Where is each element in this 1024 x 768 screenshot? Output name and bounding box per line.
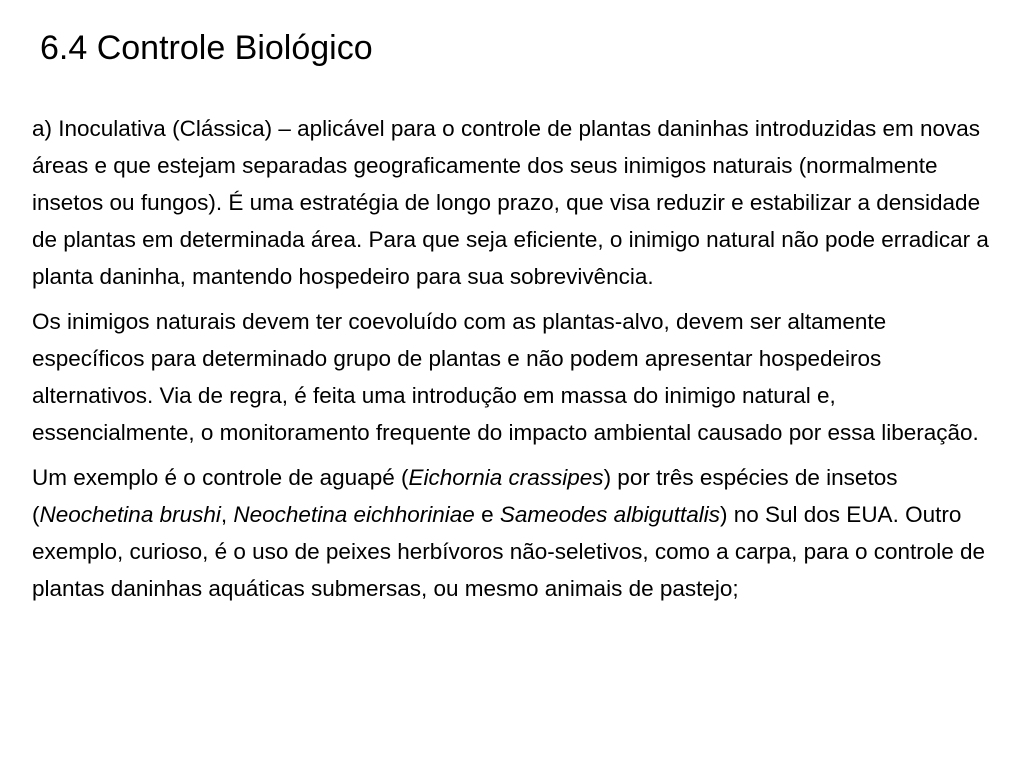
species-name: Neochetina eichhoriniae xyxy=(233,502,475,527)
species-name: Sameodes albiguttalis xyxy=(499,502,720,527)
slide-title: 6.4 Controle Biológico xyxy=(40,29,373,67)
species-name: Neochetina brushi xyxy=(39,502,221,527)
text-segment: ) no Sul dos EUA. Outro exemplo, curioso, é o uso de peixes herbívoros não-seletivos, como a carpa, para o controle de plantas daninhas aquáticas submersas, ou mesmo animais de pastejo; xyxy=(32,502,986,601)
paragraph-inoculativa: a) Inoculativa (Clássica) – aplicável para o controle de plantas daninhas introduzidas em novas áreas e que estejam separadas geograficamente dos seus inimigos naturais (normalmente insetos ou fungos). É uma estratégia de longo prazo, que visa reduzir e estabilizar a densidade de plantas em determinada área. Para que seja eficiente, o inimigo natural não pode erradicar a planta daninha, mantendo hospedeiro para sua sobrevivência. xyxy=(32,116,989,289)
text-segment: e xyxy=(474,502,500,527)
paragraph-exemplo xyxy=(32,459,992,607)
slide-body xyxy=(32,110,992,607)
text-segment: Um exemplo é o controle de aguapé ( xyxy=(32,465,409,490)
text-segment: ) por três espécies de insetos ( xyxy=(32,465,898,527)
paragraph-inimigos-naturais: Os inimigos naturais devem ter coevoluído com as plantas-alvo, devem ser altamente específicos para determinado grupo de plantas e não podem apresentar hospedeiros alternativos. Via de regra, é feita uma introdução em massa do inimigo natural e, essencialmente, o monitoramento frequente do impacto ambiental causado por essa liberação. xyxy=(32,309,979,445)
species-name: Eichornia crassipes xyxy=(408,465,604,490)
text-segment: , xyxy=(220,502,234,527)
